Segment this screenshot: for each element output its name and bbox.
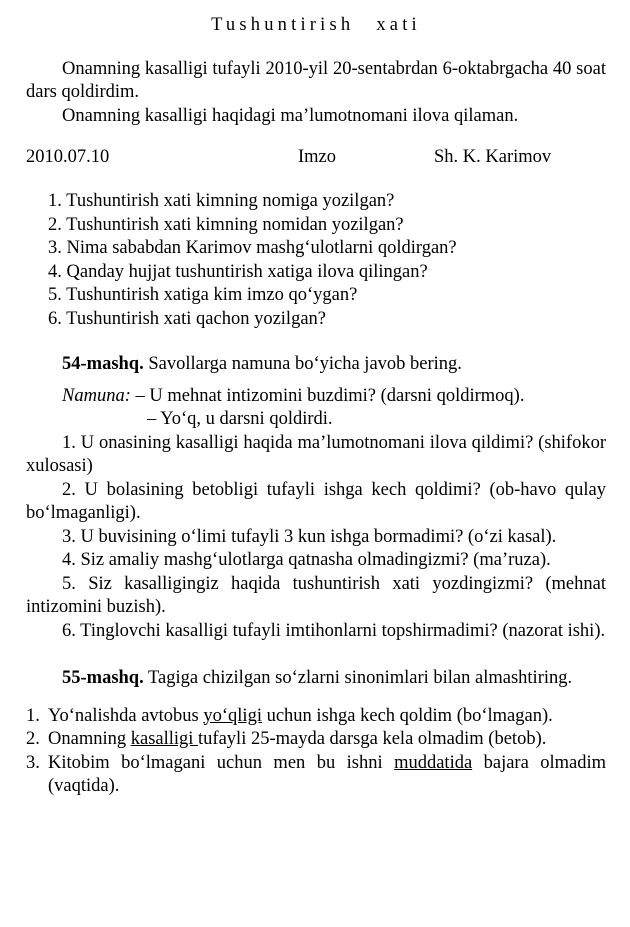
letter-date: 2010.07.10 bbox=[26, 147, 110, 167]
question-item: 4. Qanday hujjat tushuntirish xatiga ilova qilingan? bbox=[48, 261, 428, 282]
signature-line bbox=[26, 146, 606, 170]
question-list bbox=[26, 190, 606, 331]
letter-line-2: Onamning kasalligi haqidagi ma’lumotnomani ilova qilaman. bbox=[62, 105, 519, 126]
exercise-54-instruction: Savollarga namuna bo‘yicha javob bering. bbox=[148, 354, 462, 374]
question-item: 5. Tushuntirish xatiga kim imzo qo‘ygan? bbox=[48, 285, 358, 305]
synonym-item bbox=[26, 752, 606, 799]
synonym-item bbox=[26, 705, 606, 729]
letter-line-1: Onamning kasalligi tufayli 2010-yil 20-sentabrdan 6-oktabrgacha 40 soat dars qoldirdim. bbox=[26, 58, 606, 102]
underlined-word: yo‘qligi bbox=[203, 705, 262, 726]
exercise-55-heading bbox=[26, 667, 606, 691]
question-item: 1. Tushuntirish xati kimning nomiga yozilgan? bbox=[48, 191, 395, 211]
item-number: 1. bbox=[26, 705, 40, 726]
item-text-after: uchun ishga kech qoldim (bo‘lmagan). bbox=[261, 705, 553, 726]
title-word-2: xati bbox=[376, 15, 421, 35]
underlined-word: muddatida bbox=[394, 752, 473, 773]
synonym-list bbox=[26, 705, 606, 799]
item-text-before: Kitobim bo‘lmagani uchun men bu ishni bbox=[48, 752, 395, 773]
exercise-54-item: 2. U bolasining betobligi tufayli ishga kech qoldimi? (ob-havo qulay bo‘lmaganligi). bbox=[26, 479, 606, 523]
exercise-55-label: 55-mashq. bbox=[62, 668, 144, 688]
item-text-before: Onamning bbox=[48, 729, 131, 749]
item-number: 2. bbox=[26, 729, 40, 749]
signature-label: Imzo bbox=[298, 147, 337, 167]
document-title bbox=[26, 14, 606, 38]
question-item: 3. Nima sababdan Karimov mashg‘ulotlarni qoldirgan? bbox=[48, 238, 457, 258]
document-page bbox=[26, 14, 606, 799]
exercise-55-instruction: Tagiga chizilgan so‘zlarni sinonimlari bilan almashtiring. bbox=[148, 668, 573, 688]
sample-question-text: – U mehnat intizomini buzdimi? (darsni qoldirmoq). bbox=[135, 385, 525, 406]
sample-answer: – Yo‘q, u darsni qoldirdi. bbox=[147, 409, 333, 429]
exercise-54-item: 6. Tinglovchi kasalligi tufayli imtihonlarni topshirmadimi? (nazorat ishi). bbox=[62, 620, 606, 641]
item-number: 3. bbox=[26, 752, 40, 773]
item-text-before: Yo‘nalishda avtobus bbox=[48, 705, 204, 726]
title-word-1: Tushuntirish bbox=[211, 15, 355, 35]
underlined-word: kasalligi bbox=[130, 729, 199, 749]
question-item: 6. Tushuntirish xati qachon yozilgan? bbox=[48, 308, 326, 329]
explanatory-letter bbox=[26, 58, 606, 129]
exercise-54-heading bbox=[26, 353, 606, 377]
exercise-54-item: 5. Siz kasalligingiz haqida tushuntirish xati yozdingizmi? (mehnat intizomini buzish). bbox=[26, 573, 606, 617]
sample-question bbox=[26, 385, 606, 409]
exercise-54-item: 3. U buvisining o‘limi tufayli 3 kun ishga bormadimi? (o‘zi kasal). bbox=[62, 526, 557, 547]
item-text-after: bajara olmadim (vaqtida). bbox=[48, 752, 606, 796]
signer-name: Sh. K. Karimov bbox=[434, 147, 552, 167]
item-text-after: tufayli 25-mayda darsga kela olmadim (betob). bbox=[198, 729, 547, 749]
question-item: 2. Tushuntirish xati kimning nomidan yozilgan? bbox=[48, 214, 404, 235]
synonym-item bbox=[26, 728, 606, 752]
exercise-54-item: 1. U onasining kasalligi haqida ma’lumotnomani ilova qildimi? (shifokor xulosasi) bbox=[26, 432, 606, 476]
sample-label: Namuna: bbox=[62, 385, 131, 406]
exercise-54-label: 54-mashq. bbox=[62, 354, 144, 374]
exercise-54-item: 4. Siz amaliy mashg‘ulotlarga qatnasha olmadingizmi? (ma’ruza). bbox=[62, 550, 551, 570]
